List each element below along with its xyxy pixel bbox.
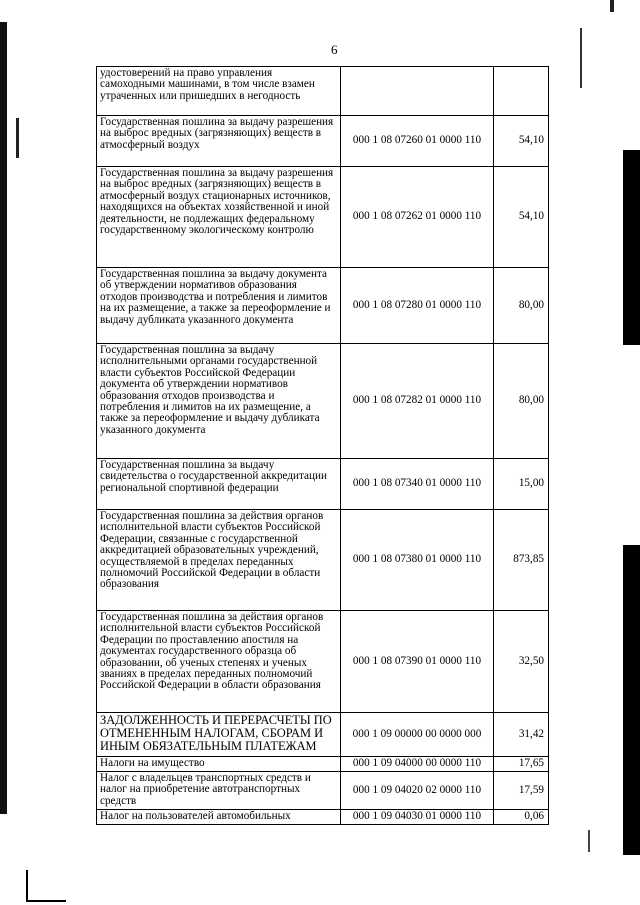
scan-line-right bbox=[580, 28, 582, 88]
row-amount: 32,50 bbox=[494, 611, 549, 713]
row-name: Налог на пользователей автомобильных bbox=[97, 810, 341, 825]
table-row bbox=[97, 116, 549, 167]
row-code: 000 1 08 07260 01 0000 110 bbox=[341, 116, 494, 167]
table-row bbox=[97, 611, 549, 713]
row-name: удостоверений на право управления самоходными машинами, в том числе взамен утраченных или пришедших в негодность bbox=[97, 67, 341, 116]
scan-mark-left bbox=[16, 118, 19, 158]
row-name: Налог с владельцев транспортных средств и налог на приобретение автотранспортных средств bbox=[97, 772, 341, 810]
scan-corner-vertical bbox=[26, 870, 28, 902]
row-code: 000 1 08 07340 01 0000 110 bbox=[341, 459, 494, 510]
row-amount: 17,65 bbox=[494, 757, 549, 772]
scan-edge-right-lower bbox=[623, 545, 640, 855]
table-row bbox=[97, 810, 549, 825]
row-name: Государственная пошлина за выдачу исполнительными органами государственной власти субъектов Российской Федерации документа об утверждении нормативов образования отходов производства и потребления и лимитов на их размещение, а также за переоформление и выдачу дубликата указанного документа bbox=[97, 344, 341, 459]
table-row-section bbox=[97, 713, 549, 757]
row-name: Налоги на имущество bbox=[97, 757, 341, 772]
table-row bbox=[97, 757, 549, 772]
table-row bbox=[97, 510, 549, 611]
table-row bbox=[97, 459, 549, 510]
row-amount: 873,85 bbox=[494, 510, 549, 611]
scan-corner-horizontal bbox=[26, 900, 66, 902]
row-amount: 15,00 bbox=[494, 459, 549, 510]
row-amount: 80,00 bbox=[494, 268, 549, 344]
row-code: 000 1 08 07262 01 0000 110 bbox=[341, 167, 494, 268]
row-name: Государственная пошлина за выдачу документа об утверждении нормативов образования отходов производства и потребления и лимитов на их размещение, а также за переоформление и выдачу дубликата указанного документа bbox=[97, 268, 341, 344]
scan-mark-bottom-right bbox=[588, 830, 590, 852]
row-code: 000 1 09 04030 01 0000 110 bbox=[341, 810, 494, 825]
row-name: Государственная пошлина за выдачу разрешения на выброс вредных (загрязняющих) веществ в атмосферный воздух bbox=[97, 116, 341, 167]
row-amount: 31,42 bbox=[494, 713, 549, 757]
row-code: 000 1 09 04020 02 0000 110 bbox=[341, 772, 494, 810]
scan-edge-left bbox=[0, 22, 7, 814]
row-amount: 0,06 bbox=[494, 810, 549, 825]
row-name: Государственная пошлина за выдачу свидетельства о государственной аккредитации региональной спортивной федерации bbox=[97, 459, 341, 510]
scan-mark-top bbox=[610, 0, 614, 12]
revenue-table bbox=[96, 66, 549, 825]
row-code: 000 1 09 04000 00 0000 110 bbox=[341, 757, 494, 772]
table-row bbox=[97, 344, 549, 459]
row-code bbox=[341, 67, 494, 116]
row-amount: 54,10 bbox=[494, 167, 549, 268]
row-amount: 17,59 bbox=[494, 772, 549, 810]
row-name: ЗАДОЛЖЕННОСТЬ И ПЕРЕРАСЧЕТЫ ПО ОТМЕНЕННЫМ НАЛОГАМ, СБОРАМ И ИНЫМ ОБЯЗАТЕЛЬНЫМ ПЛАТЕЖАМ bbox=[97, 713, 341, 757]
row-name: Государственная пошлина за выдачу разрешения на выброс вредных (загрязняющих) веществ в атмосферный воздух стационарных источников, находящихся на объектах хозяйственной и иной деятельности, не подлежащих федеральному государственному экологическому контролю bbox=[97, 167, 341, 268]
row-amount bbox=[494, 67, 549, 116]
page-number: 6 bbox=[331, 42, 338, 57]
table-row bbox=[97, 67, 549, 116]
row-amount: 54,10 bbox=[494, 116, 549, 167]
table-row bbox=[97, 772, 549, 810]
row-code: 000 1 08 07280 01 0000 110 bbox=[341, 268, 494, 344]
row-code: 000 1 08 07390 01 0000 110 bbox=[341, 611, 494, 713]
scan-edge-right-upper bbox=[623, 150, 640, 345]
row-code: 000 1 08 07282 01 0000 110 bbox=[341, 344, 494, 459]
row-code: 000 1 08 07380 01 0000 110 bbox=[341, 510, 494, 611]
row-name: Государственная пошлина за действия органов исполнительной власти субъектов Российской Федерации, связанные с государственной аккредитацией образовательных учреждений, осуществляемой в пределах переданных полномочий Российской Федерации в области образования bbox=[97, 510, 341, 611]
table-row bbox=[97, 268, 549, 344]
row-name: Государственная пошлина за действия органов исполнительной власти субъектов Российской Федерации по проставлению апостиля на документах государственного образца об образовании, об ученых степенях и ученых званиях в пределах переданных полномочий Российской Федерации в области образования bbox=[97, 611, 341, 713]
table-row bbox=[97, 167, 549, 268]
row-code: 000 1 09 00000 00 0000 000 bbox=[341, 713, 494, 757]
row-amount: 80,00 bbox=[494, 344, 549, 459]
